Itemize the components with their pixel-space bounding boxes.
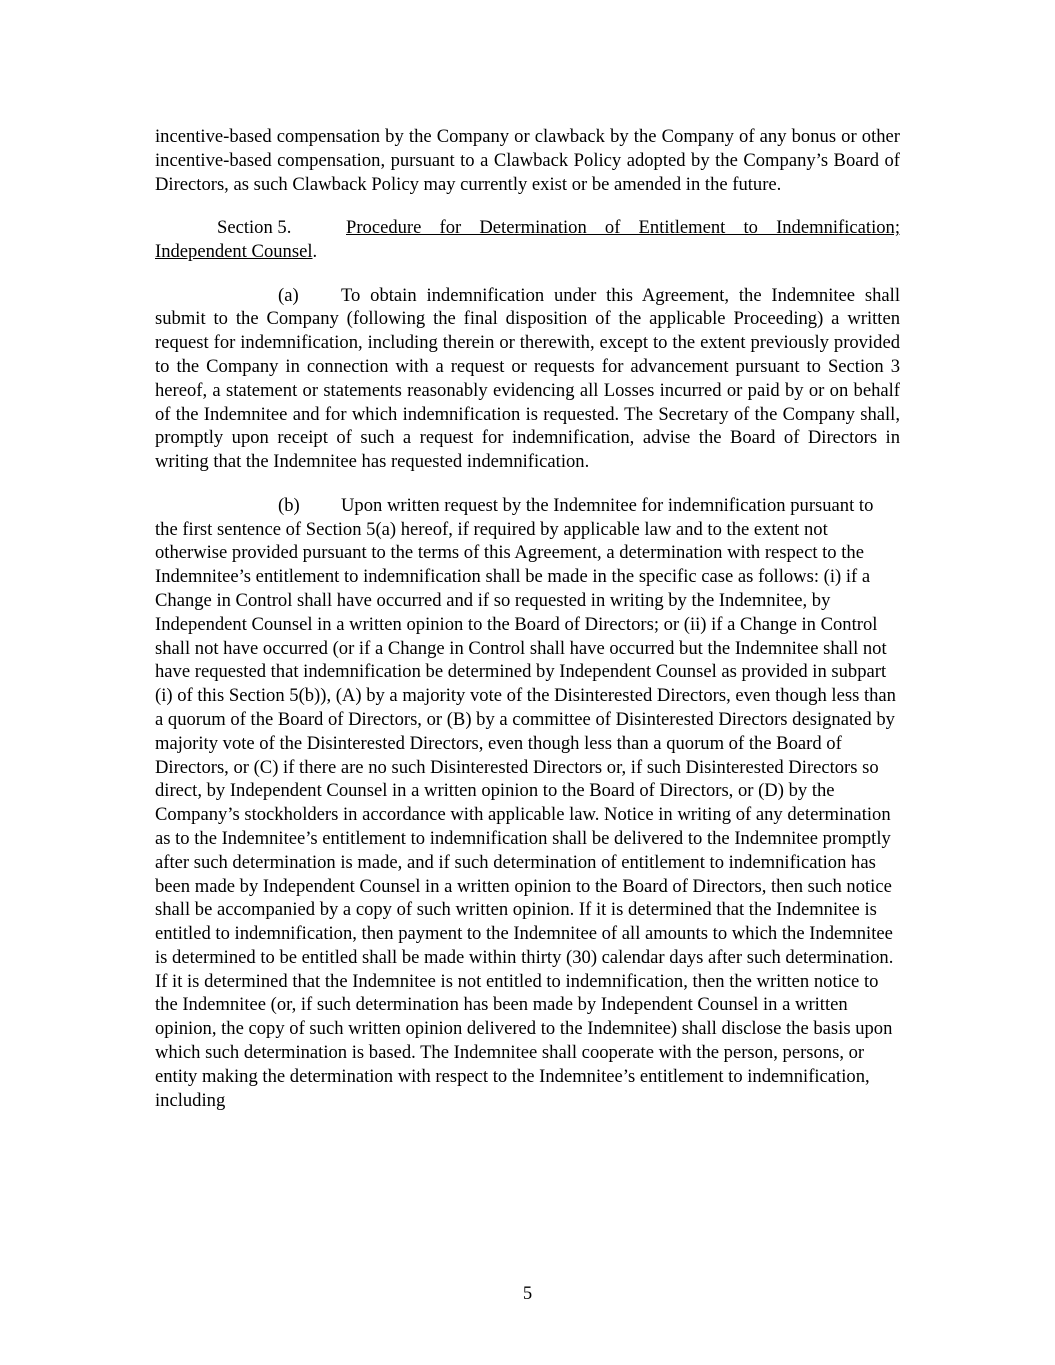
subsection-b xyxy=(155,494,900,1113)
section-title: Procedure for Determination of Entitlement to Indemnification; Independent Counsel xyxy=(155,217,900,262)
subsection-b-text: Upon written request by the Indemnitee for indemnification pursuant to the first sentence of Section 5(a) hereof, if required by applicable law and to the extent not otherwise provided pursuant to the terms of this Agreement, a determination with respect to the Indemnitee’s entitlement to indemnification shall be made in the specific case as follows: (i) if a Change in Control shall have occurred and if so requested in writing by the Indemnitee, by Independent Counsel in a written opinion to the Board of Directors; or (ii) if a Change in Control shall not have occurred (or if a Change in Control shall have occurred but the Indemnitee shall not have requested that indemnification be determined by Independent Counsel as provided in subpart (i) of this Section 5(b)), (A) by a majority vote of the Disinterested Directors, even though less than a quorum of the Board of Directors, or (B) by a committee of Disinterested Directors designated by majority vote of the Disinterested Directors, even though less than a quorum of the Board of Directors, or (C) if there are no such Disinterested Directors or, if such Disinterested Directors so direct, by Independent Counsel in a written opinion to the Board of Directors, or (D) by the Company’s stockholders in accordance with applicable law. Notice in writing of any determination as to the Indemnitee’s entitlement to indemnification shall be delivered to the Indemnitee promptly after such determination is made, and if such determination of entitlement to indemnification has been made by Independent Counsel in a written opinion to the Board of Directors, then such notice shall be accompanied by a copy of such written opinion. If it is determined that the Indemnitee is entitled to indemnification, then payment to the Indemnitee of all amounts to which the Indemnitee is determined to be entitled shall be made within thirty (30) calendar days after such determination. If it is determined that the Indemnitee is not entitled to indemnification, then the written notice to the Indemnitee (or, if such determination has been made by Independent Counsel in a written opinion, the copy of such written opinion delivered to the Indemnitee) shall disclose the basis upon which such determination is based. The Indemnitee shall cooperate with the person, persons, or entity making the determination with respect to the Indemnitee’s entitlement to indemnification, including xyxy=(155,494,896,1111)
subsection-a-label: (a) xyxy=(278,284,299,306)
continued-paragraph: incentive-based compensation by the Company or clawback by the Company of any bonus or other incentive-based compensation, pursuant to a Clawback Policy adopted by the Company’s Board of Directors, as such Clawback Policy may currently exist or be amended in the future. xyxy=(155,126,900,195)
page-number: 5 xyxy=(522,1283,533,1304)
section-heading xyxy=(155,216,900,264)
subsection-b-label: (b) xyxy=(278,494,300,516)
section-label: Section 5. xyxy=(217,217,292,239)
document-page xyxy=(155,125,900,1112)
subsection-a-text: To obtain indemnification under this Agreement, the Indemnitee shall submit to the Company (following the final disposition of the applicable Proceeding) a written request for indemnification, including therein or therewith, except to the extent previously provided to the Company in connection with a request or requests for advancement pursuant to Section 3 hereof, a statement or statements reasonably evidencing all Losses incurred or paid by or on behalf of the Indemnitee and for which indemnification is requested. The Secretary of the Company shall, promptly upon receipt of such a request for indemnification, advise the Board of Directors in writing that the Indemnitee has requested indemnification. xyxy=(155,284,900,473)
section-title-end: . xyxy=(312,240,318,262)
subsection-a xyxy=(155,284,900,474)
